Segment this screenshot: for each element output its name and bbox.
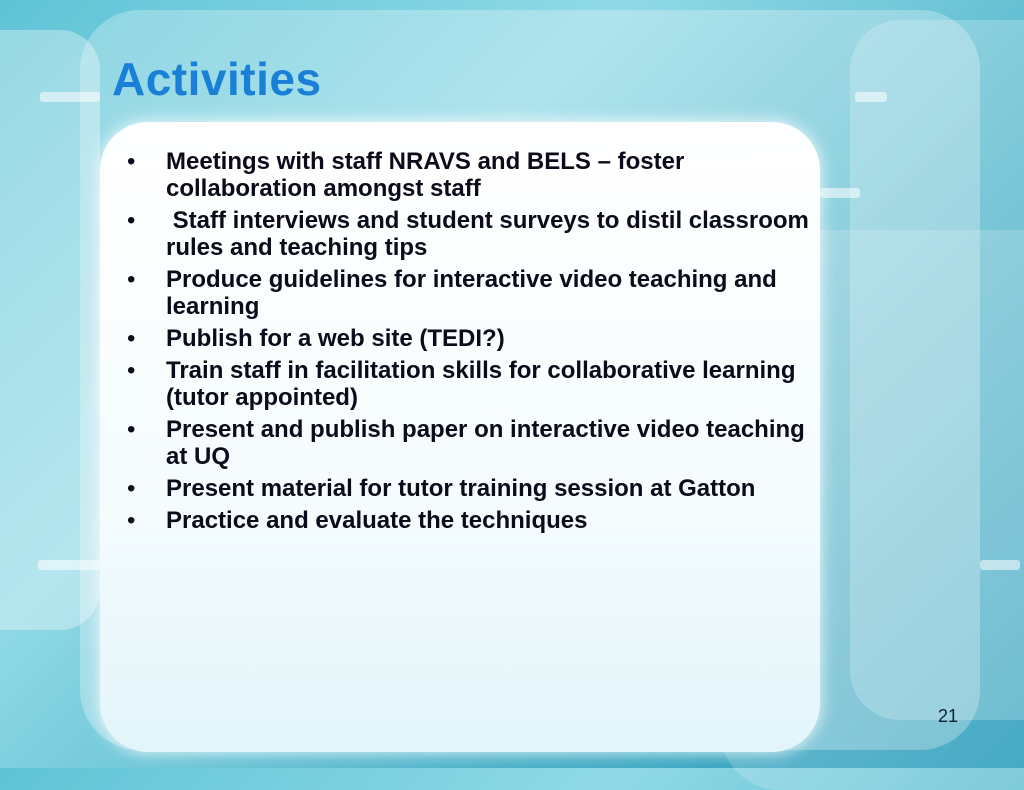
decorative-bar (40, 92, 100, 102)
bullet-item (125, 266, 815, 320)
bullet-list (125, 148, 815, 539)
bullet-icon: • (127, 148, 136, 175)
bullet-item (125, 416, 815, 470)
decorative-bar (980, 560, 1020, 570)
bullet-icon: • (127, 325, 136, 352)
bullet-icon: • (127, 266, 136, 293)
bullet-item (125, 148, 815, 202)
bullet-item (125, 325, 815, 352)
background-panel-right (850, 20, 1024, 720)
bullet-text: Meetings with staff NRAVS and BELS – foster collaboration amongst staff (166, 148, 691, 202)
background-panel-left (0, 30, 100, 630)
bullet-item (125, 207, 815, 261)
slide-number: 21 (938, 706, 959, 726)
decorative-bar (855, 92, 887, 102)
bullet-text: Staff interviews and student surveys to distil classroom rules and teaching tips (166, 207, 816, 261)
bullet-text: Produce guidelines for interactive video teaching and learning (166, 266, 784, 320)
bullet-icon: • (127, 507, 136, 534)
bullet-icon: • (127, 357, 136, 384)
decorative-bar (38, 560, 100, 570)
bullet-item (125, 475, 815, 502)
bullet-text: Publish for a web site (TEDI?) (166, 325, 505, 352)
bullet-item (125, 507, 815, 534)
bullet-text: Practice and evaluate the techniques (166, 507, 588, 534)
decorative-bar (820, 188, 860, 198)
bullet-text: Present material for tutor training session at Gatton (166, 475, 756, 502)
bullet-icon: • (127, 416, 136, 443)
bullet-icon: • (127, 207, 136, 234)
bullet-text: Present and publish paper on interactive video teaching at UQ (166, 416, 812, 470)
slide-title: Activities (112, 53, 322, 105)
bullet-item (125, 357, 815, 411)
bullet-text: Train staff in facilitation skills for collaborative learning (tutor appointed) (166, 357, 803, 411)
bullet-icon: • (127, 475, 136, 502)
